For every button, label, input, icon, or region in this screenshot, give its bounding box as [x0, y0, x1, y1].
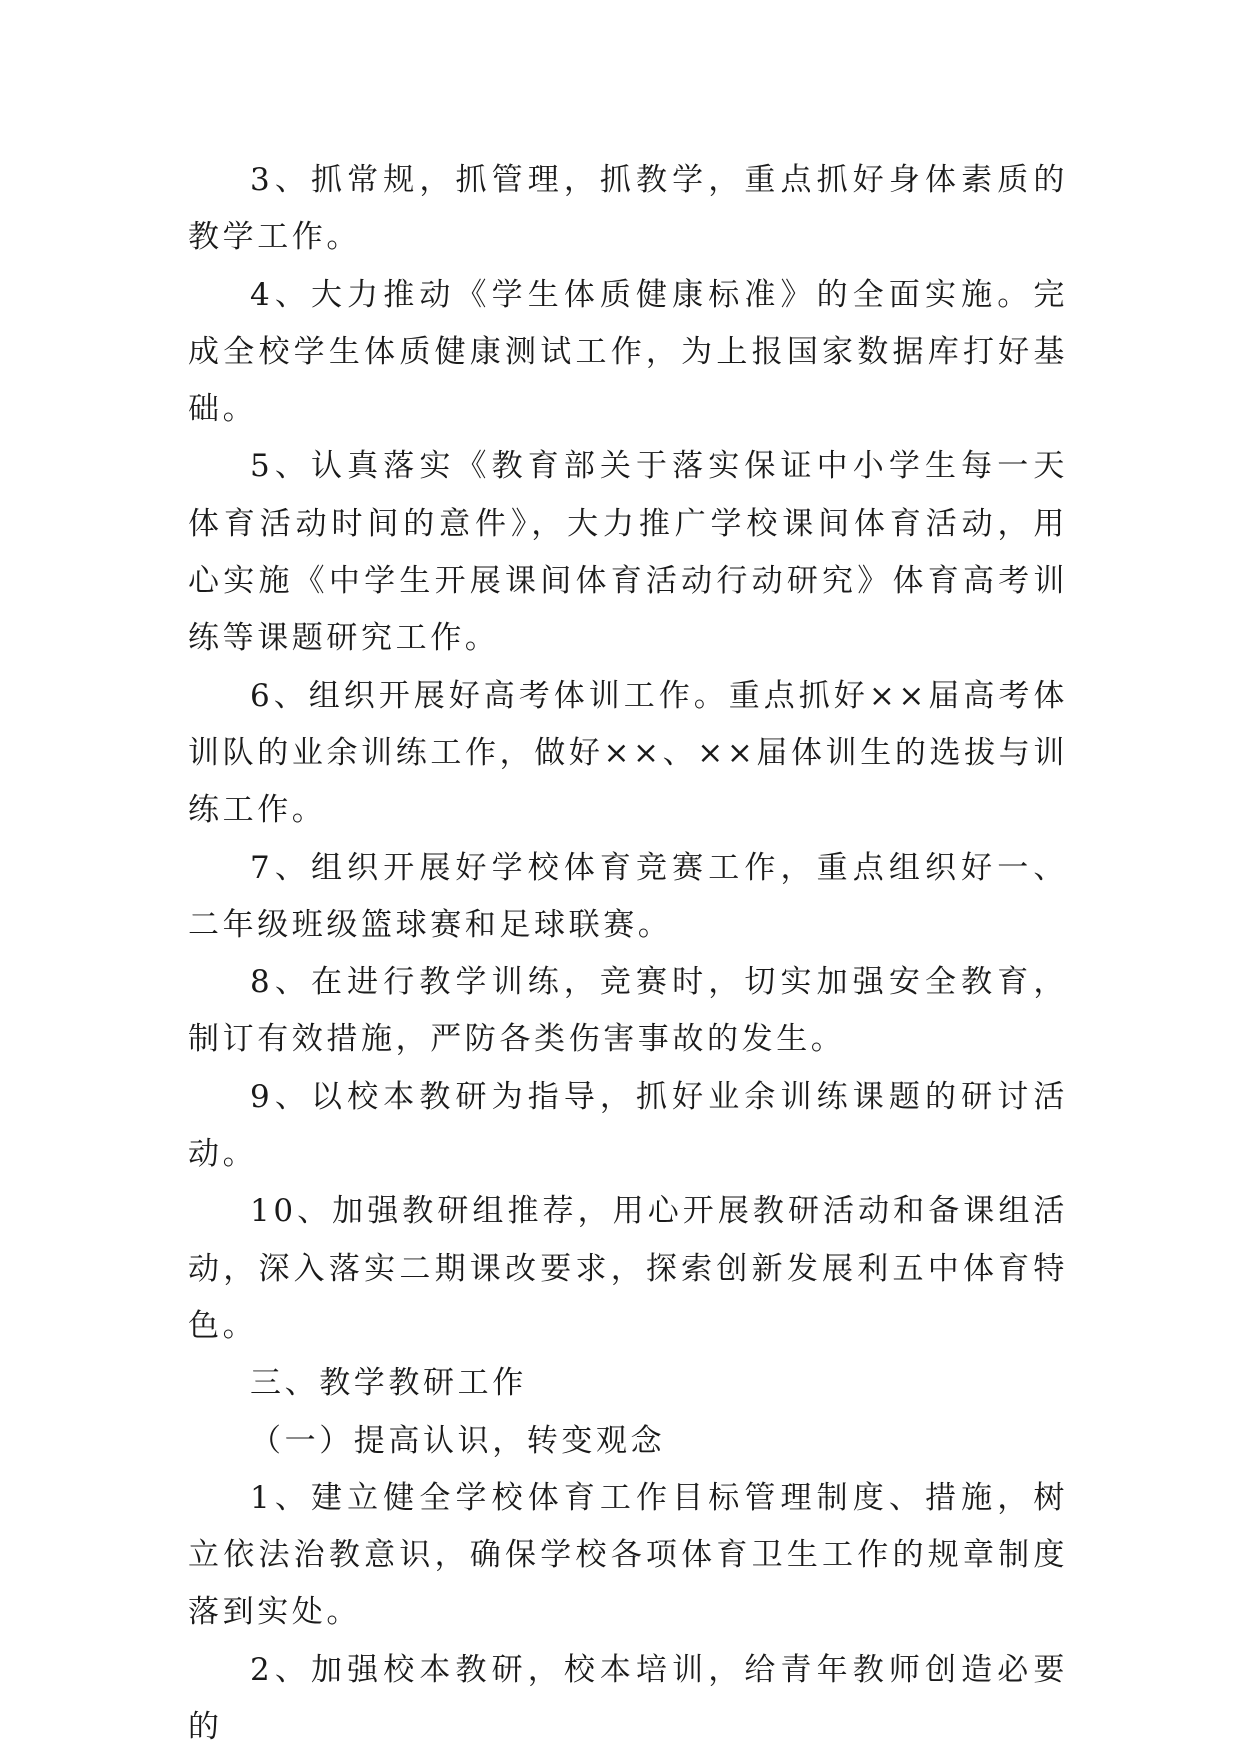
paragraph-item-3: 3、抓常规，抓管理，抓教学，重点抓好身体素质的教学工作。 — [188, 162, 1068, 256]
paragraph-item-5: 5、认真落实《教育部关于落实保证中小学生每一天体育活动时间的意件》，大力推广学校课间体育活动，用心实施《中学生开展课间体育活动行动研究》体育高考训练等课题研究工作。 — [188, 448, 1068, 657]
paragraph-item-6: 6、组织开展好高考体训工作。重点抓好××届高考体训队的业余训练工作，做好××、××届体训生的选拔与训练工作。 — [188, 677, 1068, 829]
paragraph-item-8: 8、在进行教学训练，竞赛时，切实加强安全教育，制订有效措施，严防各类伤害事故的发生。 — [188, 964, 1068, 1058]
paragraph-item-10: 10、加强教研组推荐，用心开展教研活动和备课组活动，深入落实二期课改要求，探索创新发展利五中体育特色。 — [188, 1193, 1068, 1344]
paragraph-item-4: 4、大力推动《学生体质健康标准》的全面实施。完成全校学生体质健康测试工作，为上报国家数据库打好基础。 — [188, 276, 1068, 428]
paragraph-item-9: 9、以校本教研为指导，抓好业余训练课题的研讨活动。 — [188, 1078, 1068, 1173]
subsection-heading-awareness: （一）提高认识，转变观念 — [250, 1422, 666, 1459]
document-body — [188, 152, 1068, 1756]
section-heading-teaching-research: 三、教学教研工作 — [250, 1365, 527, 1402]
paragraph-item-1: 1、建立健全学校体育工作目标管理制度、措施，树立依法治教意识，确保学校各项体育卫生工作的规章制度落到实处。 — [188, 1479, 1068, 1631]
paragraph-item-7: 7、组织开展好学校体育竞赛工作，重点组织好一、二年级班级篮球赛和足球联赛。 — [188, 849, 1068, 943]
paragraph-item-2: 2、加强校本教研，校本培训，给青年教师创造必要的 — [188, 1651, 1068, 1746]
